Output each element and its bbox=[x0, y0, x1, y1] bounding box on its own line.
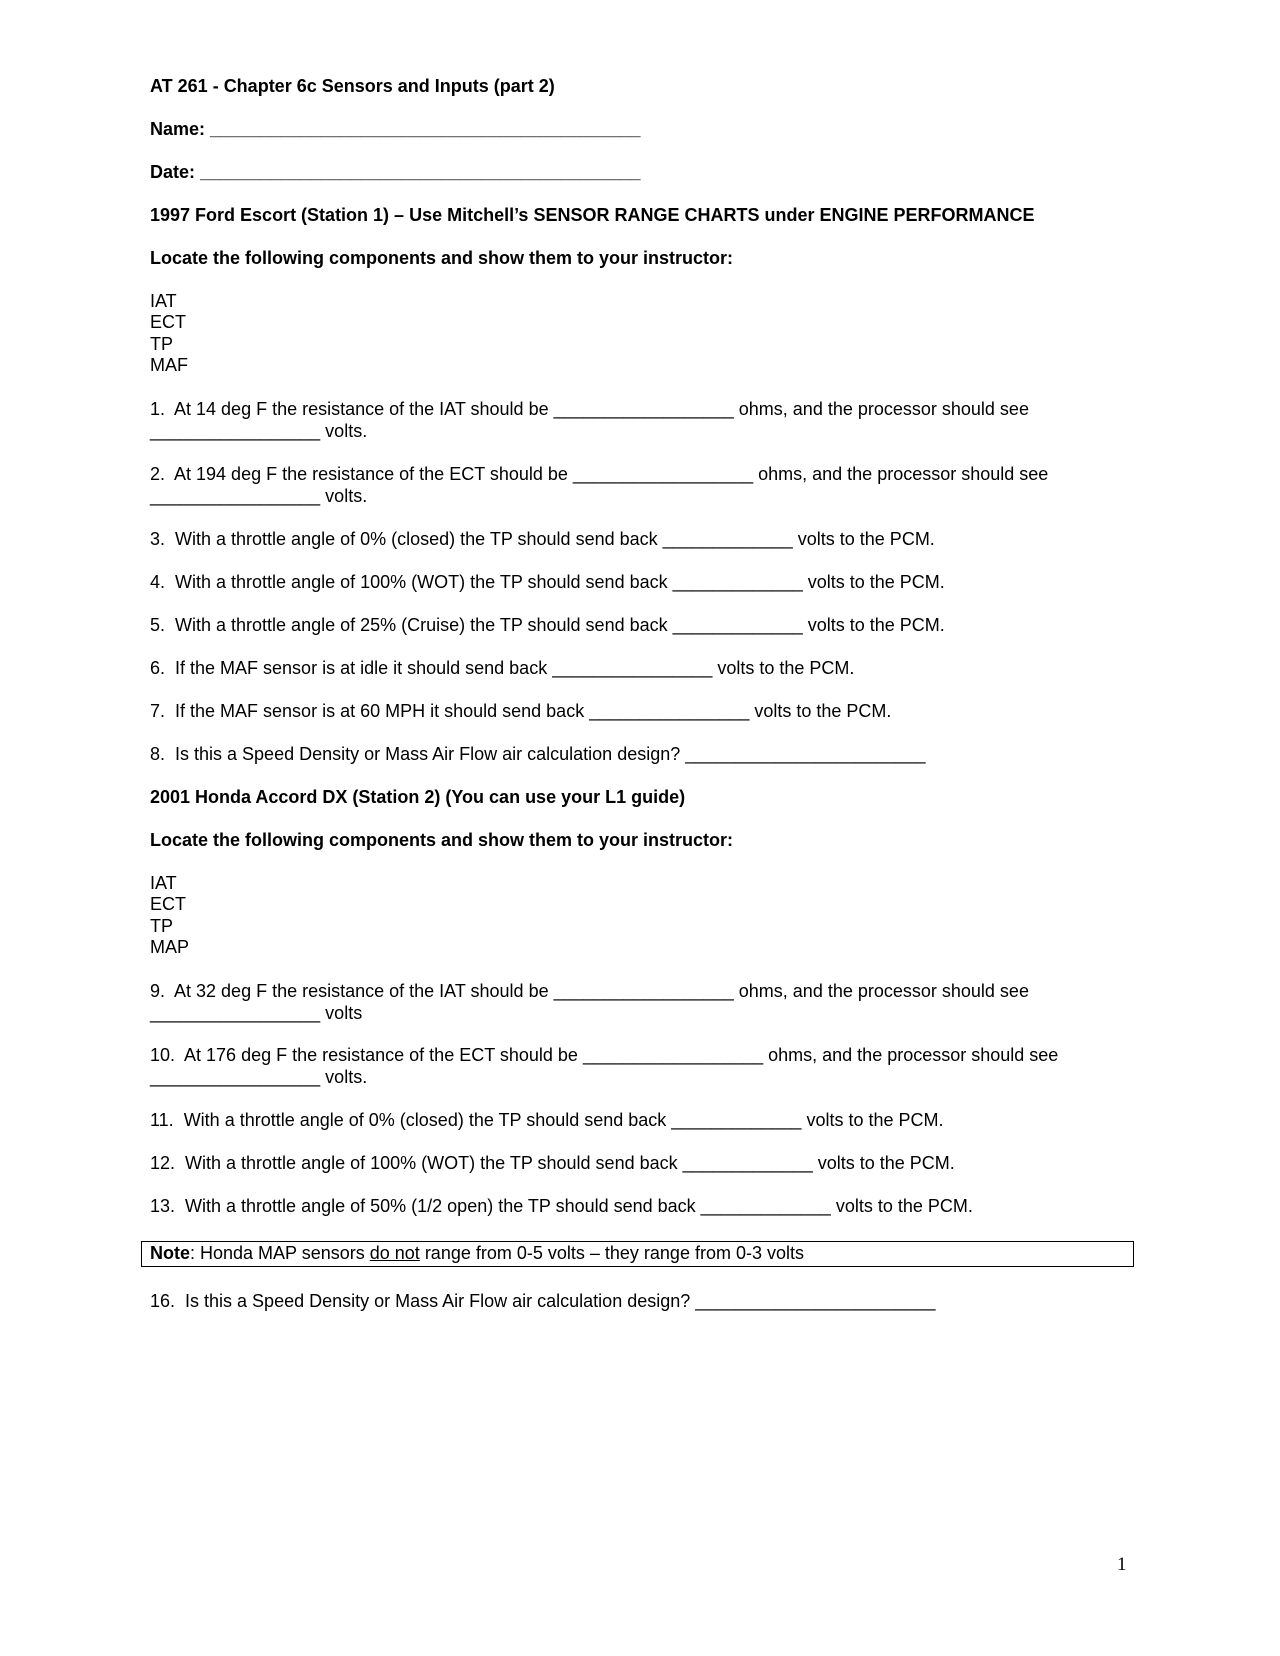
question-8: 8. Is this a Speed Density or Mass Air Flow air calculation design? ________________________ bbox=[150, 744, 926, 764]
question-7: 7. If the MAF sensor is at 60 MPH it should send back ________________ volts to the PCM. bbox=[150, 701, 892, 721]
question-10-line-2: _________________ volts. bbox=[150, 1067, 368, 1087]
question-1-line-2: _________________ volts. bbox=[150, 421, 368, 441]
note-underlined-text: do not bbox=[369, 1243, 420, 1263]
question-13: 13. With a throttle angle of 50% (1/2 open) the TP should send back _____________ volts to the PCM. bbox=[150, 1196, 973, 1216]
section2-locate-instruction: Locate the following components and show them to your instructor: bbox=[150, 830, 734, 850]
section2-component-list bbox=[150, 873, 189, 958]
question-2-line-2: _________________ volts. bbox=[150, 486, 368, 506]
page-number: 1 bbox=[1117, 1554, 1127, 1575]
question-3: 3. With a throttle angle of 0% (closed) the TP should send back _____________ volts to the PCM. bbox=[150, 529, 935, 549]
note-label: Note bbox=[150, 1243, 190, 1263]
list-item: IAT bbox=[150, 291, 177, 311]
question-9-line-2: _________________ volts bbox=[150, 1003, 363, 1023]
question-4: 4. With a throttle angle of 100% (WOT) the TP should send back _____________ volts to the PCM. bbox=[150, 572, 945, 592]
list-item: TP bbox=[150, 915, 174, 936]
list-item: IAT bbox=[150, 873, 177, 893]
question-10-line-1: 10. At 176 deg F the resistance of the ECT should be __________________ ohms, and the processor should see bbox=[150, 1045, 1059, 1065]
list-item: TP bbox=[150, 333, 174, 354]
question-9-line-1: 9. At 32 deg F the resistance of the IAT should be __________________ ohms, and the processor should see bbox=[150, 981, 1029, 1001]
list-item: ECT bbox=[150, 312, 186, 333]
question-12: 12. With a throttle angle of 100% (WOT) the TP should send back _____________ volts to the PCM. bbox=[150, 1153, 955, 1173]
question-5: 5. With a throttle angle of 25% (Cruise) the TP should send back _____________ volts to the PCM. bbox=[150, 615, 945, 635]
list-item: MAP bbox=[150, 936, 190, 957]
section1-component-list bbox=[150, 291, 188, 376]
question-11: 11. With a throttle angle of 0% (closed) the TP should send back _____________ volts to the PCM. bbox=[150, 1110, 944, 1130]
question-6: 6. If the MAF sensor is at idle it should send back ________________ volts to the PCM. bbox=[150, 658, 855, 678]
question-2-line-1: 2. At 194 deg F the resistance of the ECT should be __________________ ohms, and the processor should see bbox=[150, 464, 1049, 484]
note-text-start: : Honda MAP sensors bbox=[190, 1243, 370, 1263]
list-item: MAF bbox=[150, 354, 188, 375]
section2-heading: 2001 Honda Accord DX (Station 2) (You can use your L1 guide) bbox=[150, 787, 686, 807]
question-16: 16. Is this a Speed Density or Mass Air Flow air calculation design? ________________________ bbox=[150, 1291, 936, 1311]
list-item: ECT bbox=[150, 894, 186, 915]
section1-locate-instruction: Locate the following components and show them to your instructor: bbox=[150, 248, 734, 268]
note-box bbox=[141, 1241, 1134, 1267]
note-text-end: range from 0-5 volts – they range from 0-3 volts bbox=[419, 1243, 804, 1263]
document-title: AT 261 - Chapter 6c Sensors and Inputs (part 2) bbox=[150, 76, 555, 96]
section1-heading: 1997 Ford Escort (Station 1) – Use Mitchell’s SENSOR RANGE CHARTS under ENGINE PERFORMANCE bbox=[150, 205, 1035, 225]
question-1-line-1: 1. At 14 deg F the resistance of the IAT should be __________________ ohms, and the processor should see bbox=[150, 399, 1029, 419]
name-field-line: Name: ___________________________________________ bbox=[150, 119, 641, 139]
date-field-line: Date: ____________________________________________ bbox=[150, 162, 641, 182]
